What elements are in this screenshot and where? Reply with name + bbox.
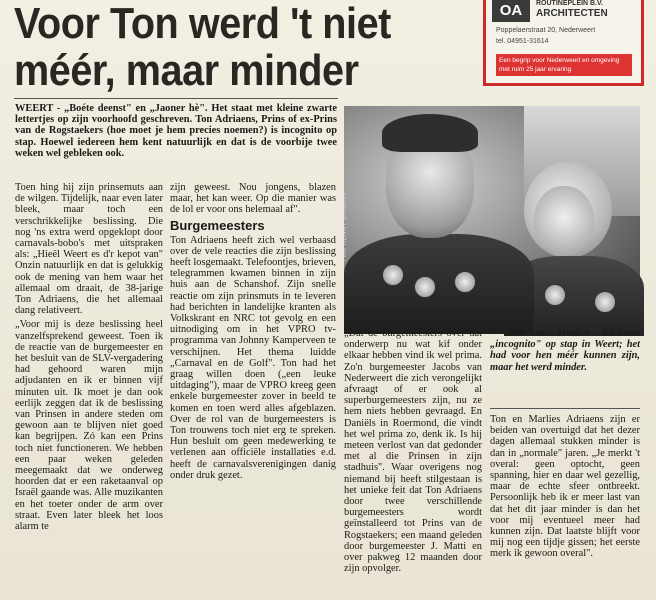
- article-column-2: [170, 182, 336, 481]
- article-column-1: [15, 182, 163, 532]
- ad-firm-name: ARCHITECTEN: [536, 8, 608, 19]
- medal-icon: [454, 271, 476, 293]
- ad-promo: Een begrip voor Nederweert en omgeving met ruim 25 jaar ervaring: [496, 54, 632, 76]
- photo-man-cap: [382, 114, 478, 152]
- col1-para-2: „Voor mij is deze beslissing heel vanzelfsprekend geweest. Toen ik de reactie van de burgemeester en het besluit van de SLV-vergadering had gehoord waren mijn adjudanten en ik er binnen vijf minuten uit. Ik moet je dan ook eerlijk zeggen dat ik de beslissing van Prinsen in andere steden om gewoon aan te blijven niet goed kan begrijpen. Zó kan een Prins toch niet functioneren. We hebben een paar weken geleden meegemaakt dat we onderweg hoorden dat er een raketaanval op Israël gaande was. Alle muzikanten en het toeter onder de arm over straat. Even later bleek het loos alarm te: [15, 319, 163, 533]
- col2-top: zijn geweest. Nou jongens, blazen maar, het kan weer. Op die manier was de lol er voor ons helemaal af".: [170, 182, 336, 216]
- caption-incognito: „incognito" op stap in Weert; het had: [490, 339, 640, 362]
- ad-phone: tel. 04951-31614: [496, 38, 549, 45]
- medal-icon: [382, 264, 404, 286]
- article-column-4: Ton en Marlies Adriaens zijn er beiden van overtuigd dat het dezer dagen allemaal stukken minder is dan in „normale" jaren. „Je merkt 't overal: geen optocht, geen spanning, hier en daar wel gezellig, maar de echte sfeer ontbreekt. Persoonlijk heb ik er meer last van dat het dit jaar minder is dan het voor mij eventueel meer had kunnen zijn. Dat laatste blijft voor mij nog een tijdje gissen; het eerste merk ik gewoon overal".: [490, 414, 640, 560]
- caption-text-start: * Ton en Marlies Adriaens: [490, 328, 640, 339]
- article-intro: WEERT - „Boéte deenst" en „Jaoner hè". Het staat met kleine zwarte lettertjes op zijn voorhoofd geschreven. Ton Adriaens, Prins of ex-Prins van de Rogstaekers (hoe moet je hem precies noemen?) is incognito op stap. Hoewel iedereen hem kent natuurlijk en dat is de voorbije twee weken wel gebleken ook.: [15, 103, 337, 159]
- subhead-burgemeesters: Burgemeesters: [170, 217, 265, 233]
- photo-woman-face: [534, 186, 594, 256]
- caption-text-end: voor hen méér kunnen zijn, maar het werd minder.: [490, 350, 640, 373]
- photo-caption: [490, 328, 640, 373]
- col1-para-1: Toen hing hij zijn prinsemuts aan de wilgen. Tijdelijk, naar even later bleek, maar toch een verschrikkelijke beslissing. Die nog 'ns extra werd opgeklopt door carnavals-bobo's met uitspraken als: „Hieël Weert es d'r kepot van" Onzin natuurlijk en dat is gelukkig ook de mening van hem waar het allemaal om draait, de 38-jarige Ton Adriaens, die het allemaal dang relativeert.: [15, 182, 163, 317]
- col2-body: Ton Adriaens heeft zich wel verbaasd over de vele reacties die zijn beslissing heeft losgemaakt. Telefoontjes, brieven, telegrammen kwamen binnen in zijn huis aan de Schanshof. Zijn snelle reactie om zijn prinsmuts in te leveren had berichten in landelijke kranten als Volkskrant en NRC tot gevolg en een uitnodiging om in het VPRO tv-programma van Johnny Kamperveen te verschijnen. Het thema luidde „Carnaval en de Golf". Ton had het graag willen doen („een leuke uitdaging"), maar de VPRO kreeg geen enkele burgemeester zover in beeld te komen en toen werd alles afgeblazen. Over de rol van de burgemeesters is Ton trouwens toch niet erg te spreken. Hun besluit om geen medewerking te verlenen aan officiële installaties e.d. heeft de carnavalsverenigingen danig onder druk gezet.: [170, 234, 336, 481]
- ad-logo: OA: [492, 0, 530, 22]
- medal-icon: [594, 291, 616, 313]
- caption-rule: [490, 408, 640, 409]
- headline: [14, 0, 428, 94]
- ad-address: Poppelaerstraat 20, Nederweert: [496, 27, 596, 34]
- headline-line-1: Voor Ton werd 't niet: [14, 0, 391, 48]
- article-column-3: „Dat de burgemeesters over dat onderwerp nu wat kif onder elkaar hebben vind ik wel prima. Zo'n burgemeester Jacobs van Nederweert die zich verongelijkt afvraagt of er ook al superburgemeesters zijn, nu ze hem niets hebben gevraagd. En Daniëls in Roermond, die vindt het wel prima zo, denk ik. Is hij meteen verlost van dat gedonder met al die Prinsen in zijn stadhuis". Waar overigens nog niemand bij heeft stilgestaan is het unieke feit dat Ton Adriaens door twee verschillende burgemeesters wordt geïnstalleerd tot Prins van de Rogstaekers; een maand geleden door burgemeester J. Matti en over pakweg 12 maanden door zijn opvolger.: [344, 328, 482, 575]
- medal-icon: [544, 284, 566, 306]
- news-photo: [341, 106, 640, 322]
- ad-tagline: ROUTINEPLEIN B.V.: [536, 0, 604, 7]
- intro-rule: [14, 98, 338, 99]
- photo-credit: Foto HENNY EKKERS: [341, 192, 348, 262]
- headline-line-2: méér, maar minder: [14, 46, 359, 95]
- architect-advertisement: [483, 0, 644, 86]
- photo-man-body: [344, 234, 534, 334]
- medal-icon: [414, 276, 436, 298]
